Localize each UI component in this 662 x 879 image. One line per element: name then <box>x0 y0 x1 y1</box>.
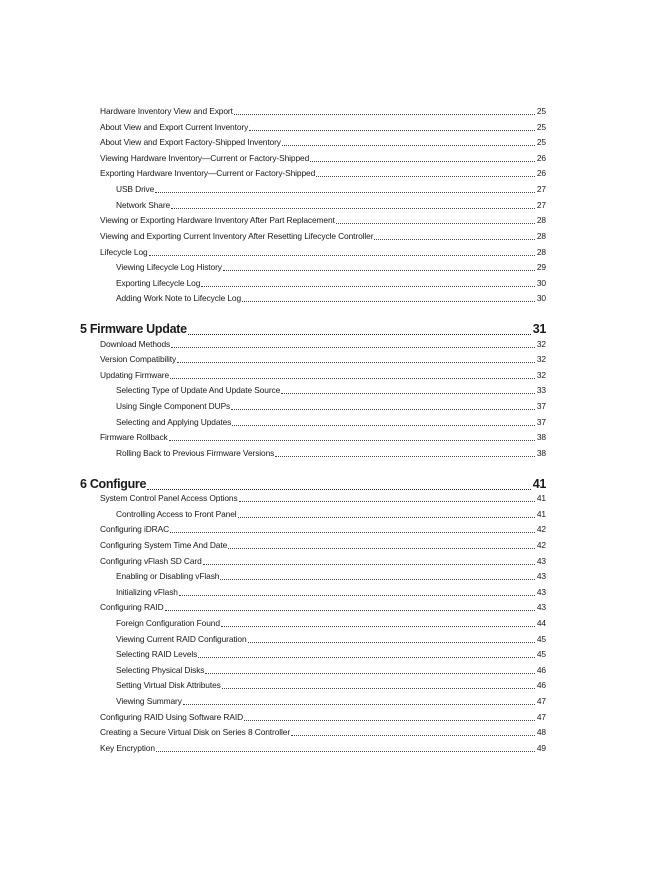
toc-entry-title: Foreign Configuration Found <box>116 618 220 628</box>
toc-entry-title: Configuring RAID Using Software RAID <box>100 712 244 722</box>
dot-leader <box>280 388 536 396</box>
toc-chapter[interactable] <box>80 476 546 492</box>
toc-entry-title: Configuring vFlash SD Card <box>100 556 202 566</box>
toc-page-number: 28 <box>536 231 546 241</box>
dot-leader <box>238 496 536 504</box>
toc-entry-title: Adding Work Note to Lifecycle Log <box>116 293 242 303</box>
toc-page-number: 42 <box>536 524 546 534</box>
toc-page-number: 45 <box>536 634 546 644</box>
toc-entry-title: Setting Virtual Disk Attributes <box>116 680 221 690</box>
toc-entry[interactable] <box>100 338 546 350</box>
toc-subentry[interactable] <box>116 633 546 645</box>
toc-page-number: 42 <box>536 540 546 550</box>
dot-leader <box>247 637 536 645</box>
toc-entry-title: Viewing Current RAID Configuration <box>116 634 247 644</box>
toc-page-number: 37 <box>536 401 546 411</box>
toc-page-number: 43 <box>536 571 546 581</box>
dot-leader <box>231 420 536 428</box>
toc-page-number: 30 <box>536 278 546 288</box>
toc-entry-title: Enabling or Disabling vFlash <box>116 571 220 581</box>
toc-page-number: 41 <box>536 493 546 503</box>
toc-page-number: 46 <box>536 665 546 675</box>
dot-leader <box>168 435 536 443</box>
toc-entry[interactable] <box>100 121 546 133</box>
dot-leader <box>248 125 536 133</box>
dot-leader <box>148 250 536 258</box>
toc-chapter[interactable] <box>80 321 546 337</box>
toc-subentry[interactable] <box>116 183 546 195</box>
toc-entry-title: Initializing vFlash <box>116 587 178 597</box>
toc-entry-title: Configuring System Time And Date <box>100 540 228 550</box>
toc-page-number: 43 <box>536 587 546 597</box>
toc-subentry[interactable] <box>116 292 546 304</box>
toc-entry-title: Selecting Physical Disks <box>116 665 205 675</box>
toc-entry-title: Version Compatibility <box>100 354 177 364</box>
dot-leader <box>169 527 536 535</box>
dot-leader <box>170 342 536 350</box>
dot-leader <box>200 281 536 289</box>
toc-subentry[interactable] <box>116 199 546 211</box>
toc-entry-title: Viewing and Exporting Current Inventory After Resetting Lifecycle Controller <box>100 231 374 241</box>
dot-leader <box>373 234 535 242</box>
dot-leader <box>146 480 532 493</box>
toc-entry-title: Using Single Component DUPs <box>116 401 231 411</box>
toc-subentry[interactable] <box>116 695 546 707</box>
toc-entry-title: Key Encryption <box>100 743 155 753</box>
toc-subentry[interactable] <box>116 648 546 660</box>
toc-entry[interactable] <box>100 152 546 164</box>
toc-page-number: 47 <box>536 696 546 706</box>
toc-entry-title: System Control Panel Access Options <box>100 493 238 503</box>
dot-leader <box>315 171 536 179</box>
toc-page-number: 43 <box>536 602 546 612</box>
toc-entry-title: About View and Export Factory-Shipped Inventory <box>100 137 281 147</box>
toc-page-number: 41 <box>532 477 546 491</box>
toc-page-number: 45 <box>536 649 546 659</box>
dot-leader <box>219 574 536 582</box>
toc-entry-title: Exporting Lifecycle Log <box>116 278 201 288</box>
toc-page-number: 41 <box>536 509 546 519</box>
toc-page-number: 30 <box>536 293 546 303</box>
dot-leader <box>290 730 536 738</box>
toc-page-number: 26 <box>536 153 546 163</box>
dot-leader <box>204 668 536 676</box>
toc-page-number: 32 <box>536 354 546 364</box>
toc-entry-title: Configuring iDRAC <box>100 524 170 534</box>
toc-subentry[interactable] <box>116 277 546 289</box>
dot-leader <box>281 140 536 148</box>
toc-entry-title: Hardware Inventory View and Export <box>100 106 233 116</box>
toc-page-number: 25 <box>536 122 546 132</box>
dot-leader <box>274 451 536 459</box>
dot-leader <box>178 590 536 598</box>
toc-entry[interactable] <box>100 539 546 551</box>
toc-subentry[interactable] <box>116 400 546 412</box>
dot-leader <box>309 156 536 164</box>
toc-entry-title: Download Methods <box>100 339 171 349</box>
dot-leader <box>202 559 536 567</box>
toc-page-number: 25 <box>536 137 546 147</box>
dot-leader <box>237 512 536 520</box>
toc-page-number: 27 <box>536 200 546 210</box>
toc-entry-title: Viewing Lifecycle Log History <box>116 262 222 272</box>
toc-subentry[interactable] <box>116 508 546 520</box>
toc-page-number: 27 <box>536 184 546 194</box>
dot-leader <box>197 652 536 660</box>
toc-entry-title: Viewing Summary <box>116 696 182 706</box>
toc-subentry[interactable] <box>116 586 546 598</box>
toc-page-number: 38 <box>536 432 546 442</box>
toc-entry[interactable] <box>100 246 546 258</box>
toc-page-number: 48 <box>536 727 546 737</box>
toc-entry-title: Rolling Back to Previous Firmware Versions <box>116 448 275 458</box>
toc-entry-title: 5 Firmware Update <box>80 322 187 336</box>
toc-page-number: 33 <box>536 385 546 395</box>
toc-page-number: 25 <box>536 106 546 116</box>
toc-entry-title: 6 Configure <box>80 477 147 491</box>
dot-leader <box>233 109 536 117</box>
toc-page-number: 26 <box>536 168 546 178</box>
toc-entry[interactable] <box>100 230 546 242</box>
toc-page-number: 32 <box>536 370 546 380</box>
toc-entry-title: Exporting Hardware Inventory—Current or Factory-Shipped <box>100 168 316 178</box>
dot-leader <box>335 218 536 226</box>
toc-page-number: 47 <box>536 712 546 722</box>
dot-leader <box>155 746 536 754</box>
toc-subentry[interactable] <box>116 261 546 273</box>
toc-subentry[interactable] <box>116 664 546 676</box>
toc-page-number: 29 <box>536 262 546 272</box>
toc-entry[interactable] <box>100 492 546 504</box>
dot-leader <box>222 265 536 273</box>
toc-entry[interactable] <box>100 214 546 226</box>
toc-entry-title: Firmware Rollback <box>100 432 168 442</box>
toc-entry-title: Updating Firmware <box>100 370 170 380</box>
dot-leader <box>243 715 536 723</box>
toc-entry-title: Lifecycle Log <box>100 247 148 257</box>
toc-page-number: 31 <box>532 322 546 336</box>
toc-entry-title: Viewing Hardware Inventory—Current or Factory-Shipped <box>100 153 310 163</box>
toc-entry-title: Creating a Secure Virtual Disk on Series 8 Controller <box>100 727 291 737</box>
toc-page-number: 37 <box>536 417 546 427</box>
toc-entry[interactable] <box>100 523 546 535</box>
toc-subentry[interactable] <box>116 447 546 459</box>
toc-entry[interactable] <box>100 431 546 443</box>
toc-subentry[interactable] <box>116 679 546 691</box>
toc-entry[interactable] <box>100 369 546 381</box>
dot-leader <box>221 683 536 691</box>
toc-entry-title: Viewing or Exporting Hardware Inventory After Part Replacement <box>100 215 335 225</box>
toc-page-number: 32 <box>536 339 546 349</box>
toc-page-number: 44 <box>536 618 546 628</box>
toc-subentry[interactable] <box>116 570 546 582</box>
toc-subentry[interactable] <box>116 617 546 629</box>
dot-leader <box>170 203 536 211</box>
toc-subentry[interactable] <box>116 384 546 396</box>
toc-page-number: 28 <box>536 247 546 257</box>
dot-leader <box>241 296 536 304</box>
toc-entry[interactable] <box>100 726 546 738</box>
toc-entry[interactable] <box>100 105 546 117</box>
toc-page-number: 28 <box>536 215 546 225</box>
toc-entry[interactable] <box>100 353 546 365</box>
dot-leader <box>164 605 536 613</box>
toc-entry-title: Controlling Access to Front Panel <box>116 509 237 519</box>
toc-page-number: 49 <box>536 743 546 753</box>
toc-entry[interactable] <box>100 136 546 148</box>
dot-leader <box>182 699 536 707</box>
dot-leader <box>227 543 536 551</box>
toc-entry-title: Configuring RAID <box>100 602 164 612</box>
toc-page-number: 43 <box>536 556 546 566</box>
dot-leader <box>230 404 536 412</box>
dot-leader <box>220 621 536 629</box>
toc-entry-title: Selecting and Applying Updates <box>116 417 232 427</box>
toc-entry[interactable] <box>100 742 546 754</box>
dot-leader <box>187 325 532 338</box>
toc-entry[interactable] <box>100 555 546 567</box>
toc-entry-title: Selecting Type of Update And Update Source <box>116 385 281 395</box>
toc-entry-title: Selecting RAID Levels <box>116 649 198 659</box>
toc-page-number: 46 <box>536 680 546 690</box>
toc-page-number: 38 <box>536 448 546 458</box>
toc-subentry[interactable] <box>116 416 546 428</box>
toc-entry[interactable] <box>100 601 546 613</box>
dot-leader <box>176 357 536 365</box>
toc-entry-title: About View and Export Current Inventory <box>100 122 249 132</box>
toc-entry[interactable] <box>100 167 546 179</box>
dot-leader <box>169 373 536 381</box>
dot-leader <box>154 187 536 195</box>
toc-entry-title: USB Drive <box>116 184 155 194</box>
toc-entry-title: Network Share <box>116 200 171 210</box>
toc-entry[interactable] <box>100 711 546 723</box>
